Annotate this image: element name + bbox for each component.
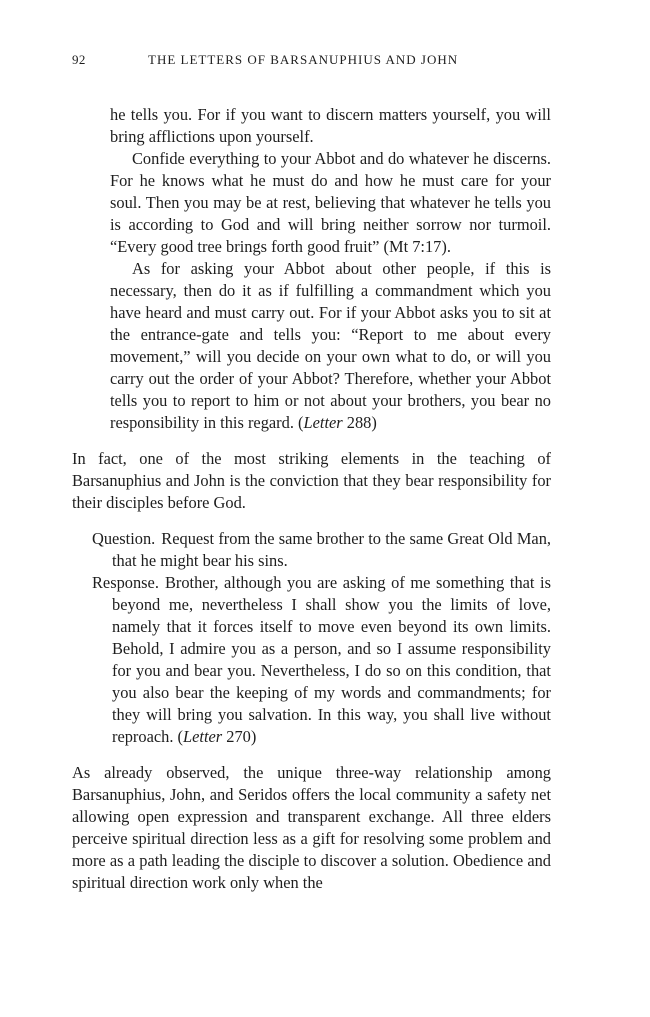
- letter-citation: (Letter 270): [177, 727, 257, 746]
- extract-paragraph: he tells you. For if you want to discern matters yourself, you will bring afflictions upon yourself.: [110, 105, 551, 146]
- letter-citation: (Letter 288): [298, 413, 377, 432]
- extract-paragraph-text: As for asking your Abbot about other people, if this is necessary, then do it as if fulfilling a commandment which you have heard and must carry out. For if your Abbot asks you to sit at the entrance-gate and tells you: “Report to me about every movement,” will you decide on your own what to do, or will you carry out the order of your Abbot? Therefore, whether your Abbot tells you to report to him or not about your brothers, you bear no responsibility in this regard.: [110, 259, 551, 432]
- extract-paragraph: [110, 258, 551, 434]
- body-paragraph: In fact, one of the most striking elements in the teaching of Barsanuphius and John is the conviction that they bear responsibility for their disciples before God.: [72, 449, 551, 512]
- question-paragraph: [92, 528, 551, 572]
- extract-paragraph: Confide everything to your Abbot and do whatever he discerns. For he knows what he must do and how he must care for your soul. Then you may be at rest, believing that whatever he tells you is according to God and will bring neither sorrow nor turmoil. “Every good tree brings forth good fruit” (Mt 7:17).: [110, 149, 551, 256]
- response-label: Response.: [92, 573, 159, 592]
- page-body: [72, 104, 551, 908]
- page-number: 92: [72, 52, 86, 67]
- question-response-block: [72, 528, 551, 748]
- question-text: Request from the same brother to the same Great Old Man, that he might bear his sins.: [112, 529, 551, 570]
- response-text: Brother, although you are asking of me something that is beyond me, nevertheless I shall show you the limits of love, namely that it forces itself to move even beyond its own limits. Behold, I admire you as a person, and so I assume responsibility for you and bear you. Nevertheless, I do so on this condition, that you also bear the keeping of my words and commandments; for they will bring you salvation. In this way, you shall live without reproach.: [112, 573, 551, 746]
- response-paragraph: [92, 572, 551, 748]
- body-paragraph: As already observed, the unique three-way relationship among Barsanuphius, John, and Seridos offers the local community a safety net allowing open expression and transparent exchange. All three elders perceive spiritual direction less as a gift for resolving some problem and more as a path leading the disciple to discover a solution. Obedience and spiritual direction work only when the: [72, 763, 551, 892]
- letter-288-extract: [72, 104, 551, 434]
- running-title: THE LETTERS OF BARSANUPHIUS AND JOHN: [148, 52, 459, 67]
- question-label: Question.: [92, 529, 156, 548]
